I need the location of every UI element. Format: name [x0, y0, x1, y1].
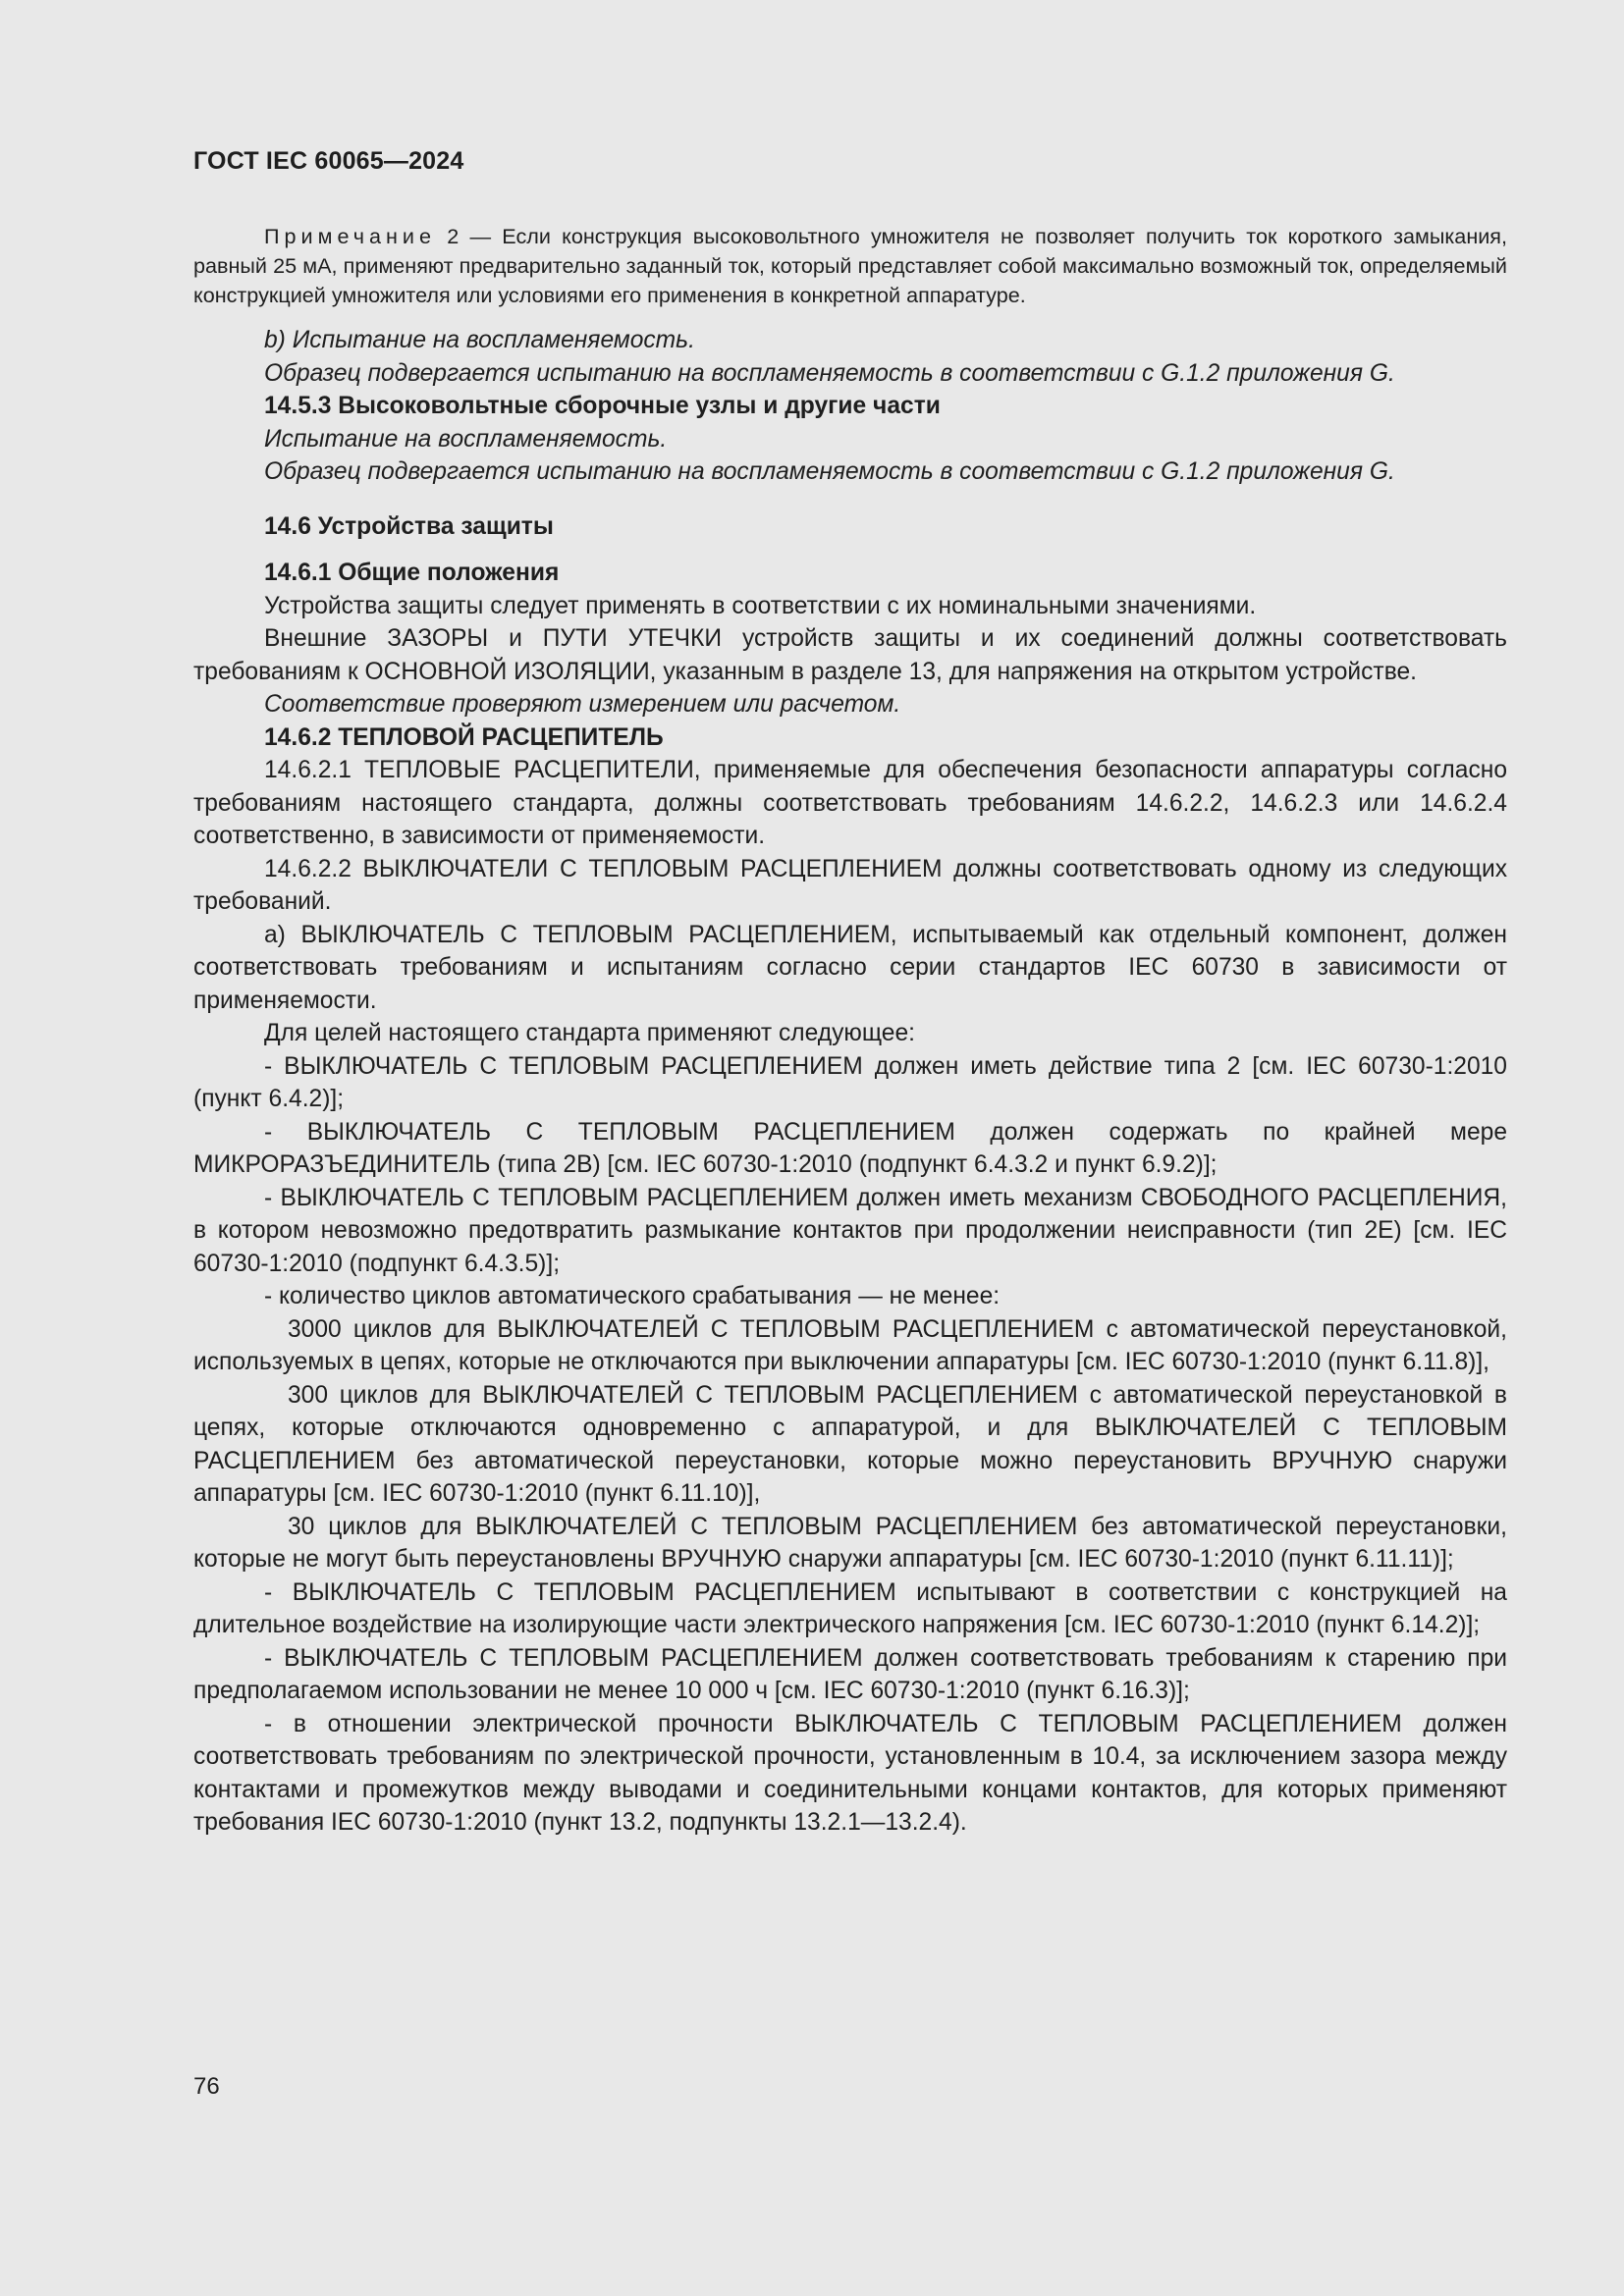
paragraph: Устройства защиты следует применять в соответствии с их номинальными значениями. [264, 592, 1257, 619]
section-heading: 14.6.1 Общие положения [264, 560, 560, 586]
section-heading: 14.6 Устройства защиты [264, 512, 554, 540]
paragraph: Соответствие проверяют измерением или расчетом. [264, 691, 901, 718]
note-paragraph [193, 222, 1507, 310]
paragraph: 14.6.2.1 ТЕПЛОВЫЕ РАСЦЕПИТЕЛИ, применяемые для обеспечения безопасности аппаратуры согласно требованиям настоящего стандарта, должны соответствовать требованиям 14.6.2.2, 14.6.2.3 или 14.6.2.4 соответственно, в зависимости от применяемости. [193, 757, 1507, 849]
section-heading: 14.6.2 ТЕПЛОВОЙ РАСЦЕПИТЕЛЬ [264, 723, 664, 751]
section-heading: 14.5.3 Высоковольтные сборочные узлы и другие части [264, 393, 941, 419]
list-item: - ВЫКЛЮЧАТЕЛЬ С ТЕПЛОВЫМ РАСЦЕПЛЕНИЕМ должен соответствовать требованиям к старению при предполагаемом использовании не менее 10 000 ч [см. IEC 60730-1:2010 (пункт 6.16.3)]; [193, 1644, 1507, 1704]
document-body [193, 222, 1507, 1840]
paragraph: Образец подвергается испытанию на воспламеняемость в соответствии с G.1.2 приложения G. [264, 458, 1395, 485]
list-item: - в отношении электрической прочности ВЫКЛЮЧАТЕЛЬ С ТЕПЛОВЫМ РАСЦЕПЛЕНИЕМ должен соответствовать требованиям по электрической прочности, установленным в 10.4, за исключением зазора между контактами и промежутков между выводами и соединительными концами контактов, для которых применяют требования IEC 60730-1:2010 (пункт 13.2, подпункты 13.2.1—13.2.4). [193, 1710, 1507, 1836]
paragraph: а) ВЫКЛЮЧАТЕЛЬ С ТЕПЛОВЫМ РАСЦЕПЛЕНИЕМ, испытываемый как отдельный компонент, должен соответствовать требованиям и испытаниям согласно серии стандартов IEC 60730 в зависимости от применяемости. [193, 921, 1507, 1014]
paragraph: Внешние ЗАЗОРЫ и ПУТИ УТЕЧКИ устройств защиты и их соединений должны соответствовать требованиям к ОСНОВНОЙ ИЗОЛЯЦИИ, указанным в разделе 13, для напряжения на открытом устройстве. [193, 625, 1507, 685]
list-subitem: 300 циклов для ВЫКЛЮЧАТЕЛЕЙ С ТЕПЛОВЫМ РАСЦЕПЛЕНИЕМ с автоматической переустановкой в цепях, которые отключаются одновременно с аппаратурой, и для ВЫКЛЮЧАТЕЛЕЙ С ТЕПЛОВЫМ РАСЦЕПЛЕНИЕМ без автоматической переустановки, которые можно переустановить ВРУЧНУЮ снаружи аппаратуры [см. IEC 60730-1:2010 (пункт 6.11.10)], [193, 1381, 1507, 1507]
page-number: 76 [193, 2073, 220, 2100]
list-item: - ВЫКЛЮЧАТЕЛЬ С ТЕПЛОВЫМ РАСЦЕПЛЕНИЕМ должен содержать по крайней мере МИКРОРАЗЪЕДИНИТЕЛЬ (типа 2В) [см. IEC 60730-1:2010 (подпункт 6.4.3.2 и пункт 6.9.2)]; [193, 1118, 1507, 1178]
paragraph: Испытание на воспламеняемость. [264, 425, 668, 453]
list-subitem: 30 циклов для ВЫКЛЮЧАТЕЛЕЙ С ТЕПЛОВЫМ РАСЦЕПЛЕНИЕМ без автоматической переустановки, которые не могут быть переустановлены ВРУЧНУЮ снаружи аппаратуры [см. IEC 60730-1:2010 (пункт 6.11.11)]; [193, 1513, 1507, 1573]
list-item: - ВЫКЛЮЧАТЕЛЬ С ТЕПЛОВЫМ РАСЦЕПЛЕНИЕМ должен иметь действие типа 2 [см. IEC 60730-1:2010 (пункт 6.4.2)]; [193, 1052, 1507, 1112]
paragraph: b) Испытание на воспламеняемость. [264, 327, 695, 353]
document-header: ГОСТ IEC 60065—2024 [193, 147, 464, 175]
list-item: - ВЫКЛЮЧАТЕЛЬ С ТЕПЛОВЫМ РАСЦЕПЛЕНИЕМ должен иметь механизм СВОБОДНОГО РАСЦЕПЛЕНИЯ, в котором невозможно предотвратить размыкание контактов при продолжении неисправности (тип 2Е) [см. IEC 60730-1:2010 (подпункт 6.4.3.5)]; [193, 1184, 1507, 1277]
list-item: - ВЫКЛЮЧАТЕЛЬ С ТЕПЛОВЫМ РАСЦЕПЛЕНИЕМ испытывают в соответствии с конструкцией на длительное воздействие на изолирующие части электрического напряжения [см. IEC 60730-1:2010 (пункт 6.14.2)]; [193, 1578, 1507, 1638]
paragraph: 14.6.2.2 ВЫКЛЮЧАТЕЛИ С ТЕПЛОВЫМ РАСЦЕПЛЕНИЕМ должны соответствовать одному из следующих требований. [193, 855, 1507, 915]
list-subitem: 3000 циклов для ВЫКЛЮЧАТЕЛЕЙ С ТЕПЛОВЫМ РАСЦЕПЛЕНИЕМ с автоматической переустановкой, используемых в цепях, которые не отключаются при выключении аппаратуры [см. IEC 60730-1:2010 (пункт 6.11.8)], [193, 1315, 1507, 1375]
note-text: 2 — Если конструкция высоковольтного умножителя не позволяет получить ток короткого замыкания, равный 25 мА, применяют предварительно заданный ток, который представляет собой максимально возможный ток, определяемый конструкцией умножителя или условиями его применения в конкретной аппаратуре. [193, 224, 1507, 307]
paragraph: Образец подвергается испытанию на воспламеняемость в соответствии с G.1.2 приложения G. [264, 359, 1395, 387]
paragraph: Для целей настоящего стандарта применяют следующее: [264, 1020, 915, 1046]
list-item: - количество циклов автоматического срабатывания — не менее: [264, 1283, 1001, 1309]
note-label: Примечание [264, 224, 436, 248]
